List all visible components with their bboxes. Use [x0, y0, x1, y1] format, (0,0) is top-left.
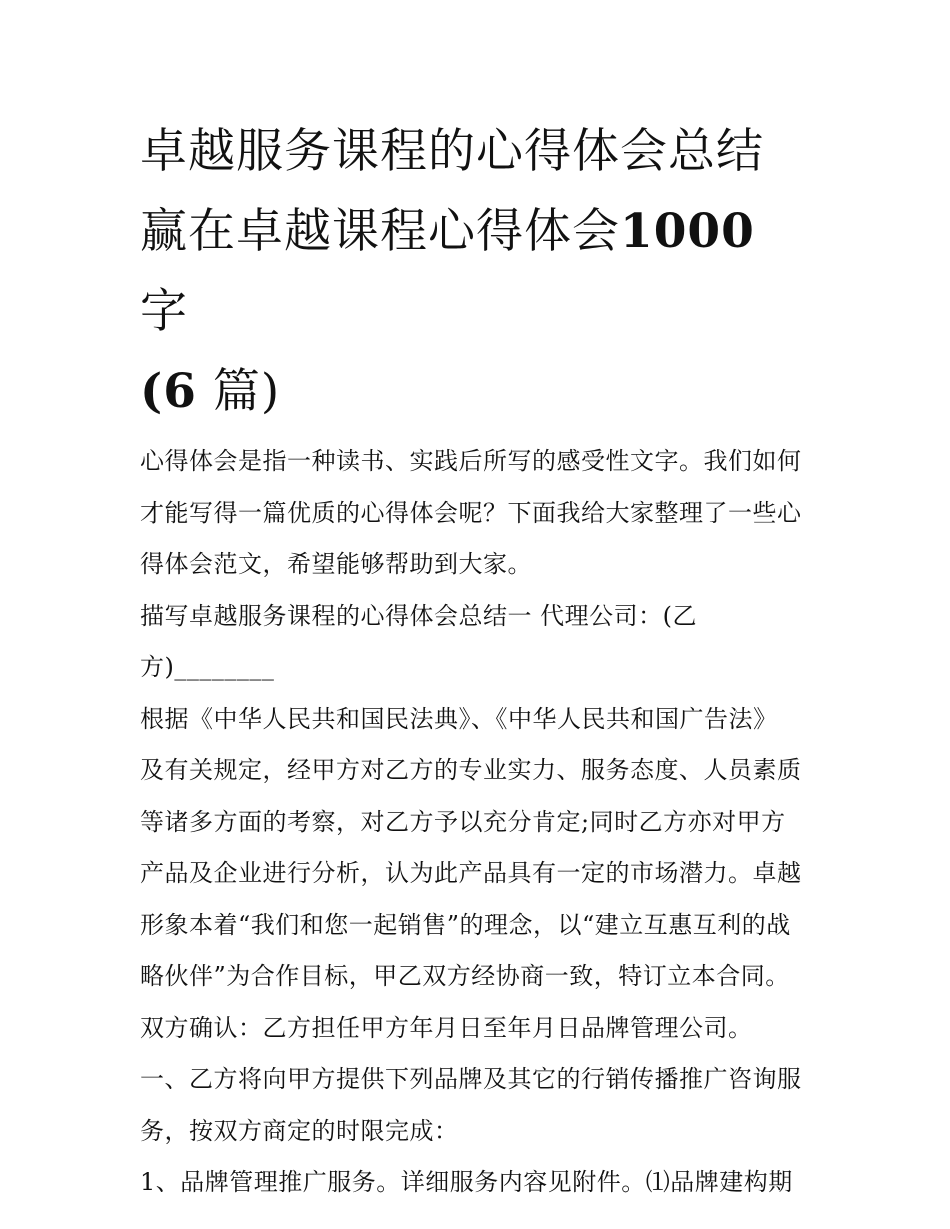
paragraph-line: 才能写得一篇优质的心得体会呢？下面我给大家整理了一些心	[140, 498, 802, 527]
title-char: 字	[140, 284, 188, 339]
paragraph-line: 心得体会是指一种读书、实践后所写的感受性文字。我们如何	[140, 447, 802, 475]
paragraph-line: 得体会范文，希望能够帮助到大家。	[140, 550, 532, 578]
paragraph-line: 产品及企业进行分析，认为此产品具有一定的市场潜力。卓越	[140, 859, 802, 887]
paragraph-line: 双方确认：乙方担任甲方年月日至年月日品牌管理公司。	[140, 1013, 753, 1042]
paragraph-line: 及有关规定，经甲方对乙方的专业实力、服务态度、人员素质	[140, 756, 802, 784]
document-title	[140, 112, 812, 432]
paragraph-line: 等诸多方面的考察，对乙方予以充分肯定;同时乙方亦对甲方	[140, 807, 786, 836]
paragraph-line: 根据《中华人民共和国民法典》、《中华人民共和国广告法》	[140, 704, 778, 733]
paragraph-line: 形象本着“我们和您一起销售”的理念，以“建立互惠互利的战	[140, 910, 791, 939]
title-line-2: 赢在卓越课程心得体会	[140, 204, 620, 259]
paragraph-line: 一、乙方将向甲方提供下列品牌及其它的行销传播推广咨询服	[140, 1065, 802, 1093]
paragraph-line: 描写卓越服务课程的心得体会总结一 代理公司：(乙	[140, 601, 697, 630]
paragraph-line: 1、品牌管理推广服务。详细服务内容见附件。⑴品牌建构期	[140, 1168, 793, 1196]
paragraph-line: 略伙伴”为合作目标，甲乙双方经协商一致，特订立本合同。	[140, 962, 790, 990]
title-count: (6	[140, 364, 197, 419]
title-line-1: 卓越服务课程的心得体会总结	[140, 124, 764, 179]
title-count-suffix: 篇)	[212, 364, 281, 419]
title-number: 1000	[620, 204, 755, 259]
paragraph-line: 务，按双方商定的时限完成：	[140, 1116, 459, 1145]
paragraph-line: 方)________	[140, 653, 275, 681]
document-page	[140, 112, 812, 1209]
